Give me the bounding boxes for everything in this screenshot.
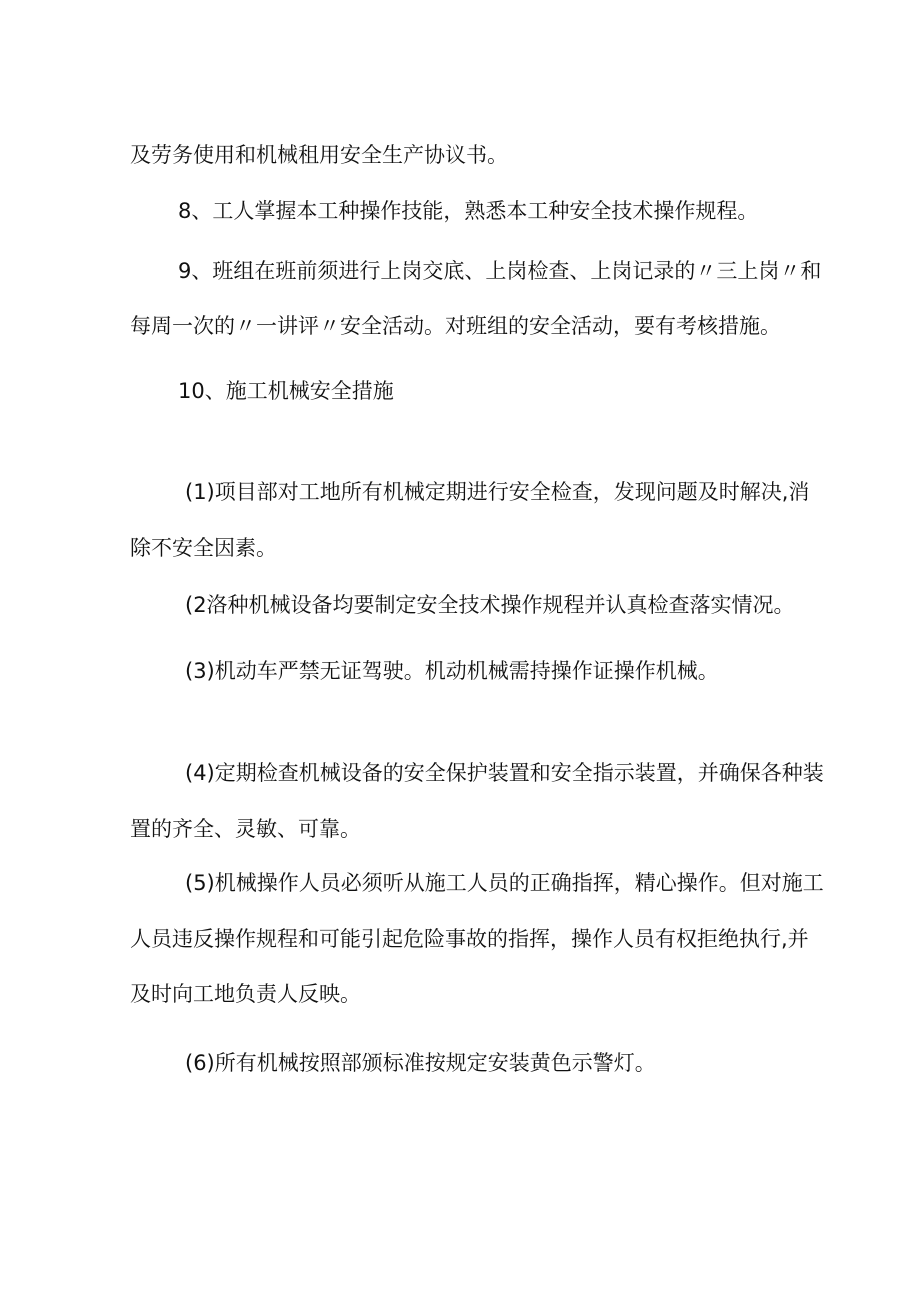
- subitem-3: (3)机动车严禁无证驾驶。机动机械需持操作证操作机械。: [185, 659, 719, 683]
- subitem-6: (6)所有机械按照部颁标准按规定安装黄色示警灯。: [185, 1051, 656, 1075]
- section-heading-10: 10、施工机械安全措施: [178, 379, 394, 403]
- text-line: 人员违反操作规程和可能引起危险事故的指挥，操作人员有权拒绝执行,并: [130, 927, 809, 951]
- item-9: 9、班组在班前须进行上岗交底、上岗检查、上岗记录的〃三上岗〃和: [178, 259, 822, 283]
- subitem-1: (1)项目部对工地所有机械定期进行安全检查，发现问题及时解决,消: [185, 480, 810, 504]
- text-line: 及时向工地负责人反映。: [130, 982, 361, 1006]
- item-8: 8、工人掌握本工种操作技能，熟悉本工种安全技术操作规程。: [178, 199, 759, 223]
- subitem-4: (4)定期检查机械设备的安全保护装置和安全指示装置，并确保各种装: [185, 761, 824, 785]
- subitem-2: (2洛种机械设备均要制定安全技术操作规程并认真检查落实情况。: [185, 593, 795, 617]
- text-line: 除不安全因素。: [130, 536, 277, 560]
- subitem-5: (5)机械操作人员必须听从施工人员的正确指挥，精心操作。但对施工: [185, 871, 824, 895]
- text-line: 每周一次的〃一讲评〃安全活动。对班组的安全活动，要有考核措施。: [130, 314, 781, 338]
- text-line: 及劳务使用和机械租用安全生产协议书。: [130, 143, 508, 167]
- text-line: 置的齐全、灵敏、可靠。: [130, 817, 361, 841]
